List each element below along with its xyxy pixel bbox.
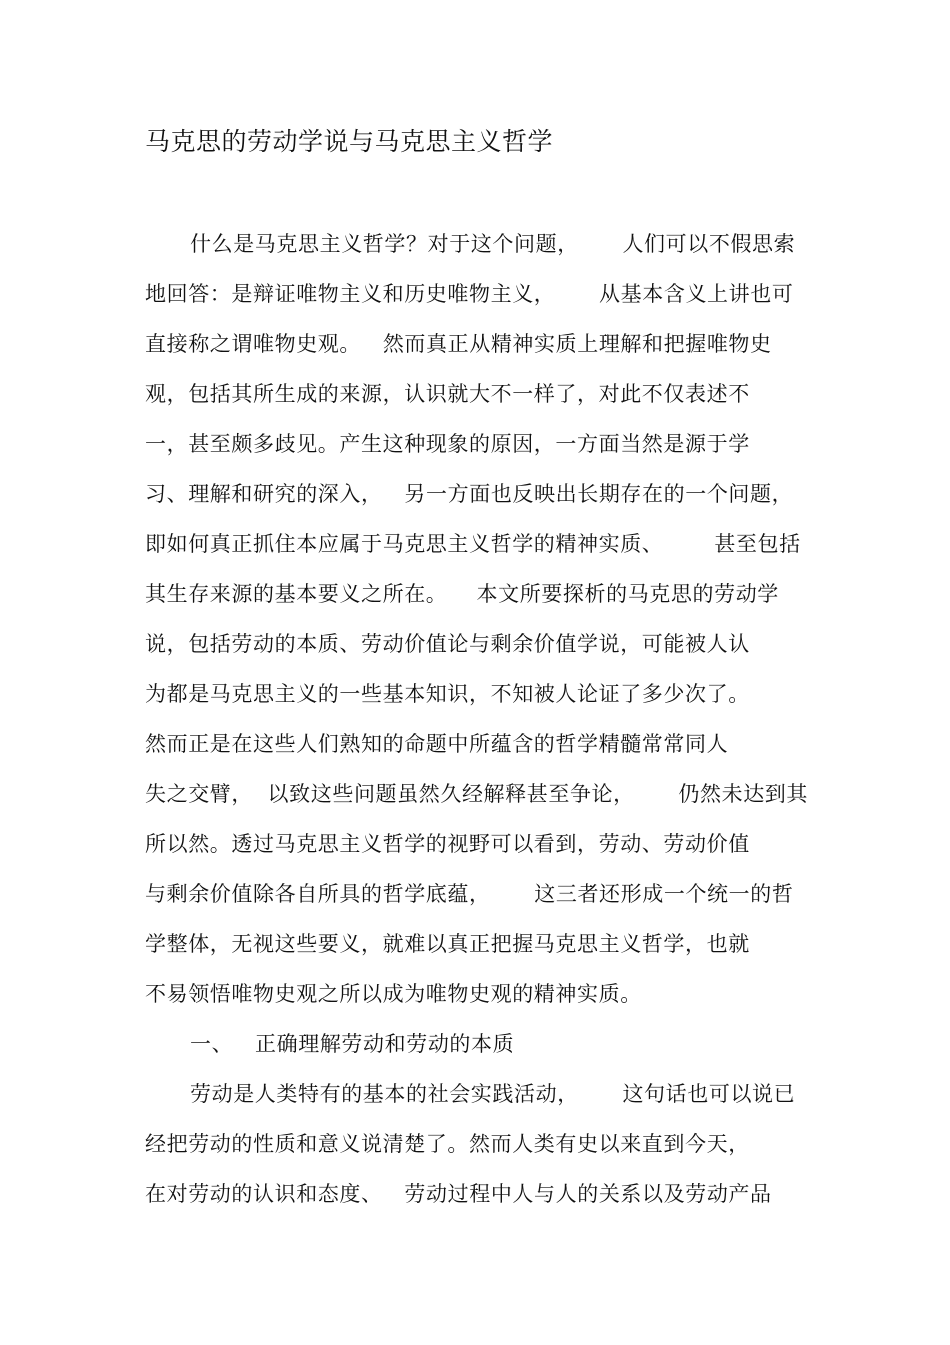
paragraph-line: 地回答：是辩证唯物主义和历史唯物主义， 从基本含义上讲也可: [145, 282, 794, 306]
paragraph-line: 所以然。透过马克思主义哲学的视野可以看到，劳动、劳动价值: [145, 832, 750, 856]
paragraph-line: 其生存来源的基本要义之所在。 本文所要探析的马克思的劳动学: [145, 582, 779, 606]
paragraph-line: 即如何真正抓住本应属于马克思主义哲学的精神实质、 甚至包括: [145, 532, 801, 556]
paragraph-line: 不易领悟唯物史观之所以成为唯物史观的精神实质。: [145, 982, 642, 1006]
paragraph-line: 然而正是在这些人们熟知的命题中所蕴含的哲学精髓常常同人: [145, 732, 729, 756]
paragraph-line: 观，包括其所生成的来源，认识就大不一样了，对此不仅表述不: [145, 382, 750, 406]
paragraph-line: 什么是马克思主义哲学？对于这个问题， 人们可以不假思索: [190, 232, 796, 256]
paragraph-line: 学整体，无视这些要义，就难以真正把握马克思主义哲学，也就: [145, 932, 750, 956]
document-title: 马克思的劳动学说与马克思主义哲学: [145, 127, 554, 156]
paragraph-line: 习、理解和研究的深入， 另一方面也反映出长期存在的一个问题，: [145, 482, 794, 506]
paragraph-line: 直接称之谓唯物史观。 然而真正从精神实质上理解和把握唯物史: [145, 332, 772, 356]
paragraph-line: 为都是马克思主义的一些基本知识，不知被人论证了多少次了。: [145, 682, 750, 706]
paragraph-line: 在对劳动的认识和态度、 劳动过程中人与人的关系以及劳动产品: [145, 1182, 772, 1206]
paragraph-line: 失之交臂， 以致这些问题虽然久经解释甚至争论， 仍然未达到其: [145, 782, 808, 806]
paragraph-line: 劳动是人类特有的基本的社会实践活动， 这句话也可以说已: [190, 1082, 796, 1106]
paragraph-line: 与剩余价值除各自所具的哲学底蕴， 这三者还形成一个统一的哲: [145, 882, 794, 906]
paragraph-line: 经把劳动的性质和意义说清楚了。然而人类有史以来直到今天，: [145, 1132, 750, 1156]
paragraph-line: 说，包括劳动的本质、劳动价值论与剩余价值学说，可能被人认: [145, 632, 750, 656]
paragraph-line: 一，甚至颇多歧见。产生这种现象的原因，一方面当然是源于学: [145, 432, 750, 456]
section-heading: 一、 正确理解劳动和劳动的本质: [190, 1032, 515, 1056]
